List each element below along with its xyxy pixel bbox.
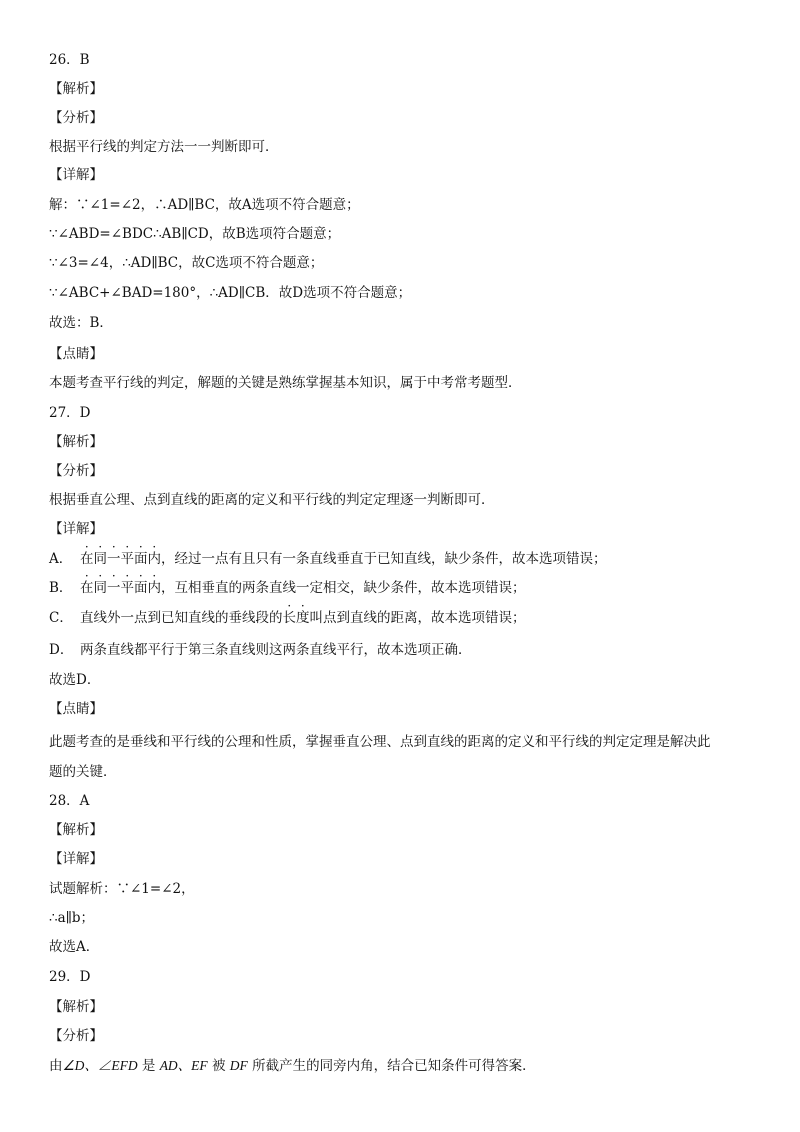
option-text: 两条直线都平行于第三条直线则这两条直线平行，故本选项正确． [80, 642, 472, 658]
text-line: 【解析】 [49, 822, 103, 838]
text-line: ∵∠3=∠4，∴AD∥BC，故C选项不符合题意； [49, 255, 324, 271]
text-line: 【详解】 [49, 521, 103, 537]
option-text: 叫点到直线的距离，故本选项错误； [309, 610, 526, 626]
text-segment: 被 [207, 1058, 230, 1074]
text-segment: 由 [49, 1058, 63, 1074]
option-text: ，经过一点有且只有一条直线垂直于已知直线，缺少条件，故本选项错误； [161, 551, 607, 567]
text-line: 28．A [49, 793, 90, 809]
emphasis-text: 在同一平面内 [80, 551, 161, 567]
emphasis-text: 长度 [282, 610, 310, 626]
text-line: 29．D [49, 969, 91, 985]
text-line: ∵∠ABC+∠BAD=180°，∴AD∥CB．故D选项不符合题意； [49, 285, 412, 301]
text-line: 【详解】 [49, 851, 103, 867]
text-line: 【解析】 [49, 81, 103, 97]
option-letter: B． [49, 580, 73, 596]
text-line: 本题考查平行线的判定，解题的关键是熟练掌握基本知识，属于中考常考题型． [49, 375, 522, 391]
text-line: 27．D [49, 405, 91, 421]
option-letter: C． [49, 610, 73, 626]
text-line: 【点睛】 [49, 701, 103, 717]
text-line: 根据垂直公理、点到直线的距离的定义和平行线的判定定理逐一判断即可． [49, 492, 495, 508]
text-line: ∵∠ABD=∠BDC∴AB∥CD，故B选项符合题意； [49, 226, 341, 242]
option-letter: D． [49, 642, 74, 658]
text-line [49, 550, 607, 568]
text-line: 【详解】 [49, 167, 103, 183]
text-line [49, 579, 526, 597]
math-expression: ∠D、∠EFD [62, 1058, 138, 1073]
text-line: 【解析】 [49, 434, 103, 450]
text-line: 【解析】 [49, 999, 103, 1015]
math-expression: AD、EF [159, 1058, 208, 1073]
text-line: 题的关键． [49, 764, 117, 780]
text-line: 此题考查的是垂线和平行线的公理和性质，掌握垂直公理、点到直线的距离的定义和平行线的判定定理是解决此 [49, 734, 711, 750]
text-line: 故选：B． [49, 315, 113, 331]
text-segment: 是 [137, 1058, 160, 1074]
text-segment: 所截产生的同旁内角，结合已知条件可得答案． [247, 1058, 536, 1074]
math-expression: DF [229, 1058, 248, 1073]
text-line [49, 641, 472, 659]
text-line [49, 1057, 536, 1075]
option-text: ，互相垂直的两条直线一定相交，缺少条件，故本选项错误； [161, 580, 526, 596]
option-letter: A． [49, 551, 73, 567]
text-line: 【分析】 [49, 463, 103, 479]
text-line: 【分析】 [49, 110, 103, 126]
text-line: 试题解析：∵∠1=∠2， [49, 881, 195, 897]
text-line: 【分析】 [49, 1028, 103, 1044]
text-line [49, 609, 526, 627]
text-line: 【点睛】 [49, 346, 103, 362]
text-line: 根据平行线的判定方法一一判断即可． [49, 139, 279, 155]
text-line: 故选D． [49, 672, 101, 688]
text-line: 故选A． [49, 939, 100, 955]
text-line: 解：∵∠1=∠2，∴AD∥BC，故A选项不符合题意； [49, 197, 360, 213]
emphasis-text: 在同一平面内 [80, 580, 161, 596]
option-text: 直线外一点到已知直线的垂线段的 [80, 610, 283, 626]
text-line: 26．B [49, 52, 90, 68]
text-line: ∴a∥b； [49, 910, 95, 926]
